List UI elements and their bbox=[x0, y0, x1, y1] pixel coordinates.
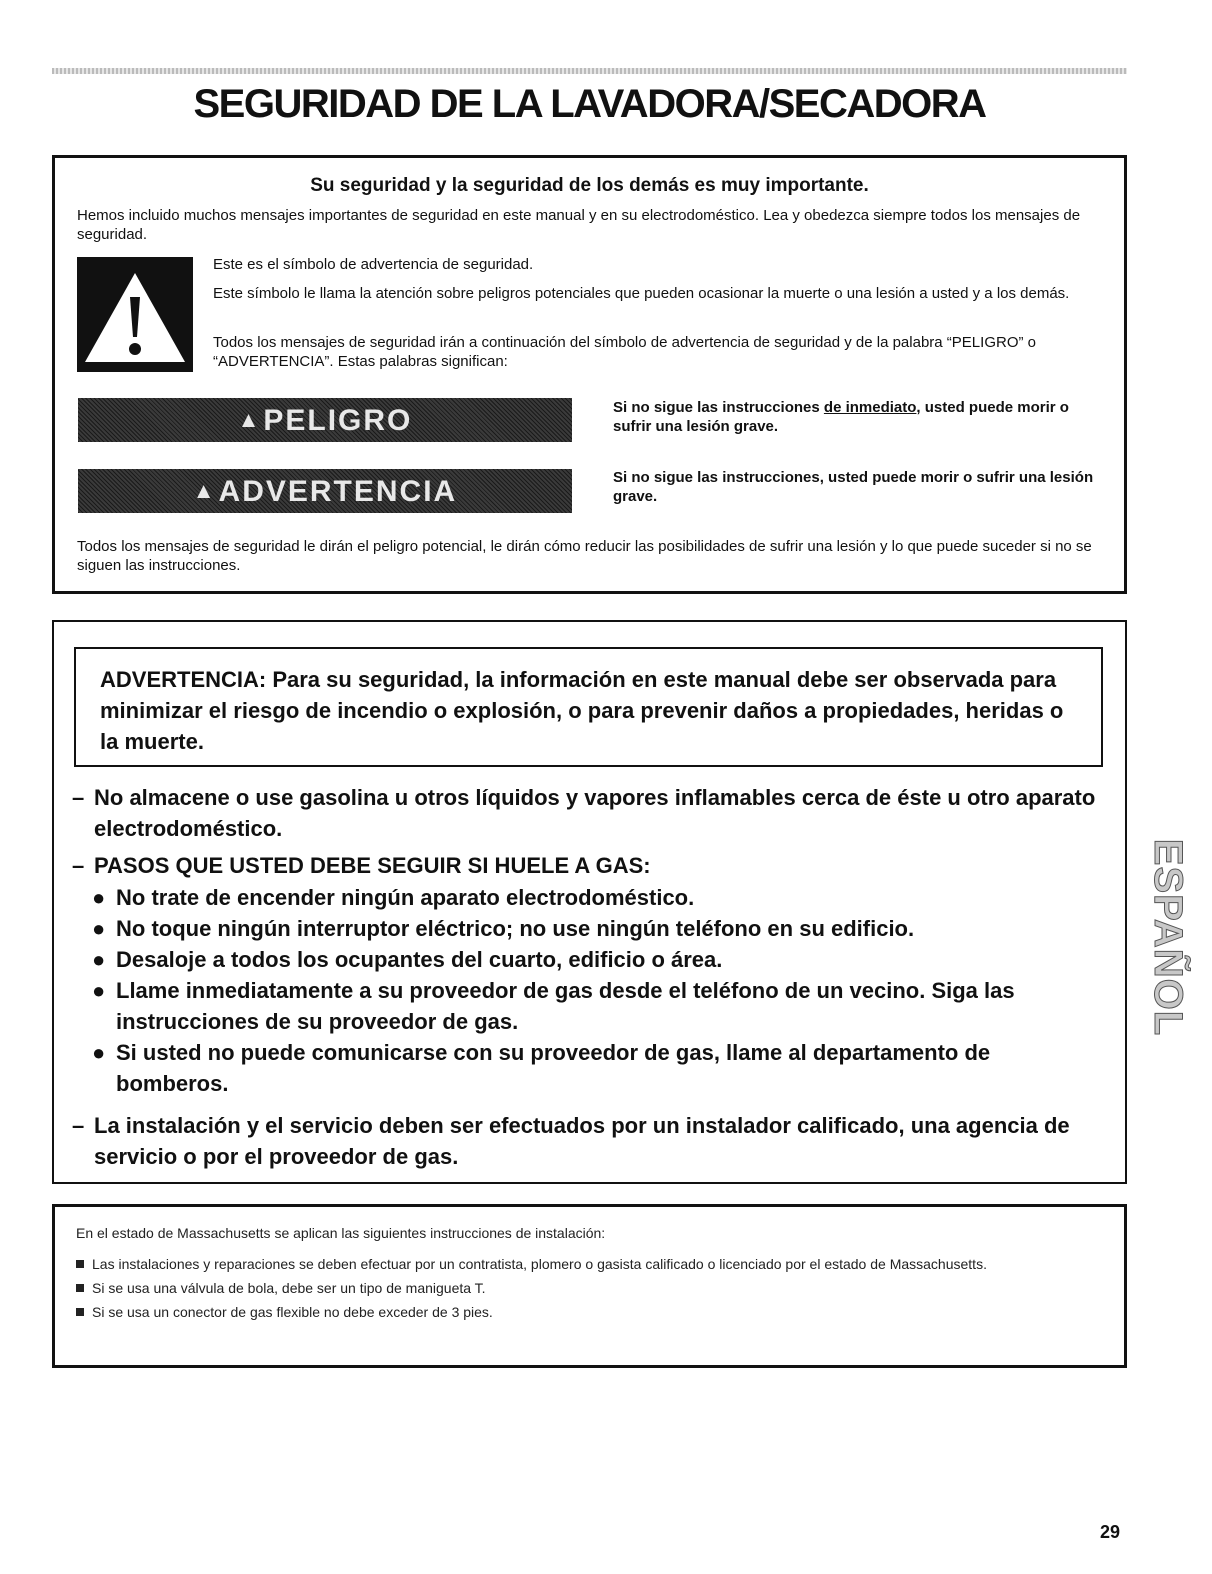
top-rule bbox=[52, 68, 1127, 74]
dot-bullet-icon: ● bbox=[92, 885, 106, 910]
page-number: 29 bbox=[1100, 1522, 1121, 1542]
alert-symbol-meaning: Este símbolo le llama la atención sobre peligros potenciales que pueden ocasionar la muerte o una lesión a usted y a los demás. bbox=[213, 285, 1070, 302]
safety-intro-box bbox=[52, 155, 1127, 594]
gas-steps-list bbox=[92, 882, 1092, 1099]
dot-bullet-icon: ● bbox=[92, 947, 106, 972]
list-item: ● Desaloje a todos los ocupantes del cuarto, edificio o área. bbox=[92, 944, 1092, 975]
peligro-description: Si no sigue las instrucciones de inmediato, usted puede morir o sufrir una lesión grave. bbox=[613, 399, 1069, 435]
list-item: ● No toque ningún interruptor eléctrico; no use ningún teléfono en su edificio. bbox=[92, 913, 1092, 944]
list-item: ● No trate de encender ningún aparato electrodoméstico. bbox=[92, 882, 1092, 913]
square-bullet-icon bbox=[76, 1260, 84, 1268]
warning-triangle-icon: ▲ bbox=[192, 478, 217, 503]
inner-warning-statement: ADVERTENCIA: Para su seguridad, la información en este manual debe ser observada para minimizar el riesgo de incendio o explosión, o para prevenir daños a propiedades, heridas o la muerte. bbox=[74, 647, 1103, 767]
list-item: Las instalaciones y reparaciones se deben efectuar por un contratista, plomero o gasista calificado o licenciado por el estado de Massachusetts. bbox=[76, 1255, 1106, 1273]
square-bullet-icon bbox=[76, 1308, 84, 1316]
safety-intro: Hemos incluido muchos mensajes importantes de seguridad en este manual y en su electrodoméstico. Lea y obedezca siempre todos los mensajes de seguridad. bbox=[77, 207, 1081, 243]
warning-triangle-icon bbox=[77, 257, 193, 372]
list-item: Si se usa una válvula de bola, debe ser un tipo de manigueta T. bbox=[76, 1279, 1106, 1297]
massachusetts-box bbox=[52, 1204, 1127, 1368]
warning-triangle-icon: ▲ bbox=[237, 407, 262, 432]
advertencia-word: ADVERTENCIA bbox=[218, 475, 458, 508]
list-item: ● Llame inmediatamente a su proveedor de gas desde el teléfono de un vecino. Siga las instrucciones de su proveedor de gas. bbox=[92, 975, 1092, 1037]
alert-symbol-text: Este es el símbolo de advertencia de seguridad. bbox=[213, 256, 534, 273]
alert-signal-words-text: Todos los mensajes de seguridad irán a continuación del símbolo de advertencia de seguridad y de la palabra “PELIGRO” o “ADVERTENCIA”. Estas palabras significan: bbox=[213, 334, 1036, 370]
safety-heading: Su seguridad y la seguridad de los demás es muy importante. bbox=[310, 175, 869, 196]
safety-footer: Todos los mensajes de seguridad le dirán el peligro potencial, le dirán cómo reducir las posibilidades de sufrir una lesión y lo que puede suceder si no se siguen las instrucciones. bbox=[77, 538, 1092, 574]
list-item: ● Si usted no puede comunicarse con su proveedor de gas, llame al departamento de bomberos. bbox=[92, 1037, 1092, 1099]
dash-item: – La instalación y el servicio deben ser efectuados por un instalador calificado, una agencia de servicio o por el proveedor de gas. bbox=[72, 1113, 1070, 1169]
square-bullet-icon bbox=[76, 1284, 84, 1292]
language-label: ESPAÑOL bbox=[1146, 838, 1191, 1036]
dot-bullet-icon: ● bbox=[92, 1040, 106, 1065]
massachusetts-intro: En el estado de Massachusetts se aplican las siguientes instrucciones de instalación: bbox=[76, 1225, 606, 1241]
peligro-word: PELIGRO bbox=[263, 404, 413, 437]
dash-item: – No almacene o use gasolina u otros líquidos y vapores inflamables cerca de éste u otro aparato electrodoméstico. bbox=[72, 785, 1096, 841]
advertencia-signal-banner bbox=[78, 469, 572, 513]
dot-bullet-icon: ● bbox=[92, 916, 106, 941]
dot-bullet-icon: ● bbox=[92, 978, 106, 1003]
dash-item-gas-steps-heading: – PASOS QUE USTED DEBE SEGUIR SI HUELE A GAS: bbox=[72, 853, 651, 878]
peligro-signal-banner bbox=[78, 398, 572, 442]
massachusetts-list bbox=[76, 1255, 1106, 1327]
immediately-emphasis: de inmediato bbox=[823, 399, 917, 416]
page-title: SEGURIDAD DE LA LAVADORA/SECADORA bbox=[193, 82, 986, 126]
list-item: Si se usa un conector de gas flexible no debe exceder de 3 pies. bbox=[76, 1303, 1106, 1321]
language-side-tab bbox=[1146, 812, 1191, 1062]
advertencia-description: Si no sigue las instrucciones, usted puede morir o sufrir una lesión grave. bbox=[613, 469, 1094, 505]
gas-warning-box bbox=[52, 620, 1127, 1184]
